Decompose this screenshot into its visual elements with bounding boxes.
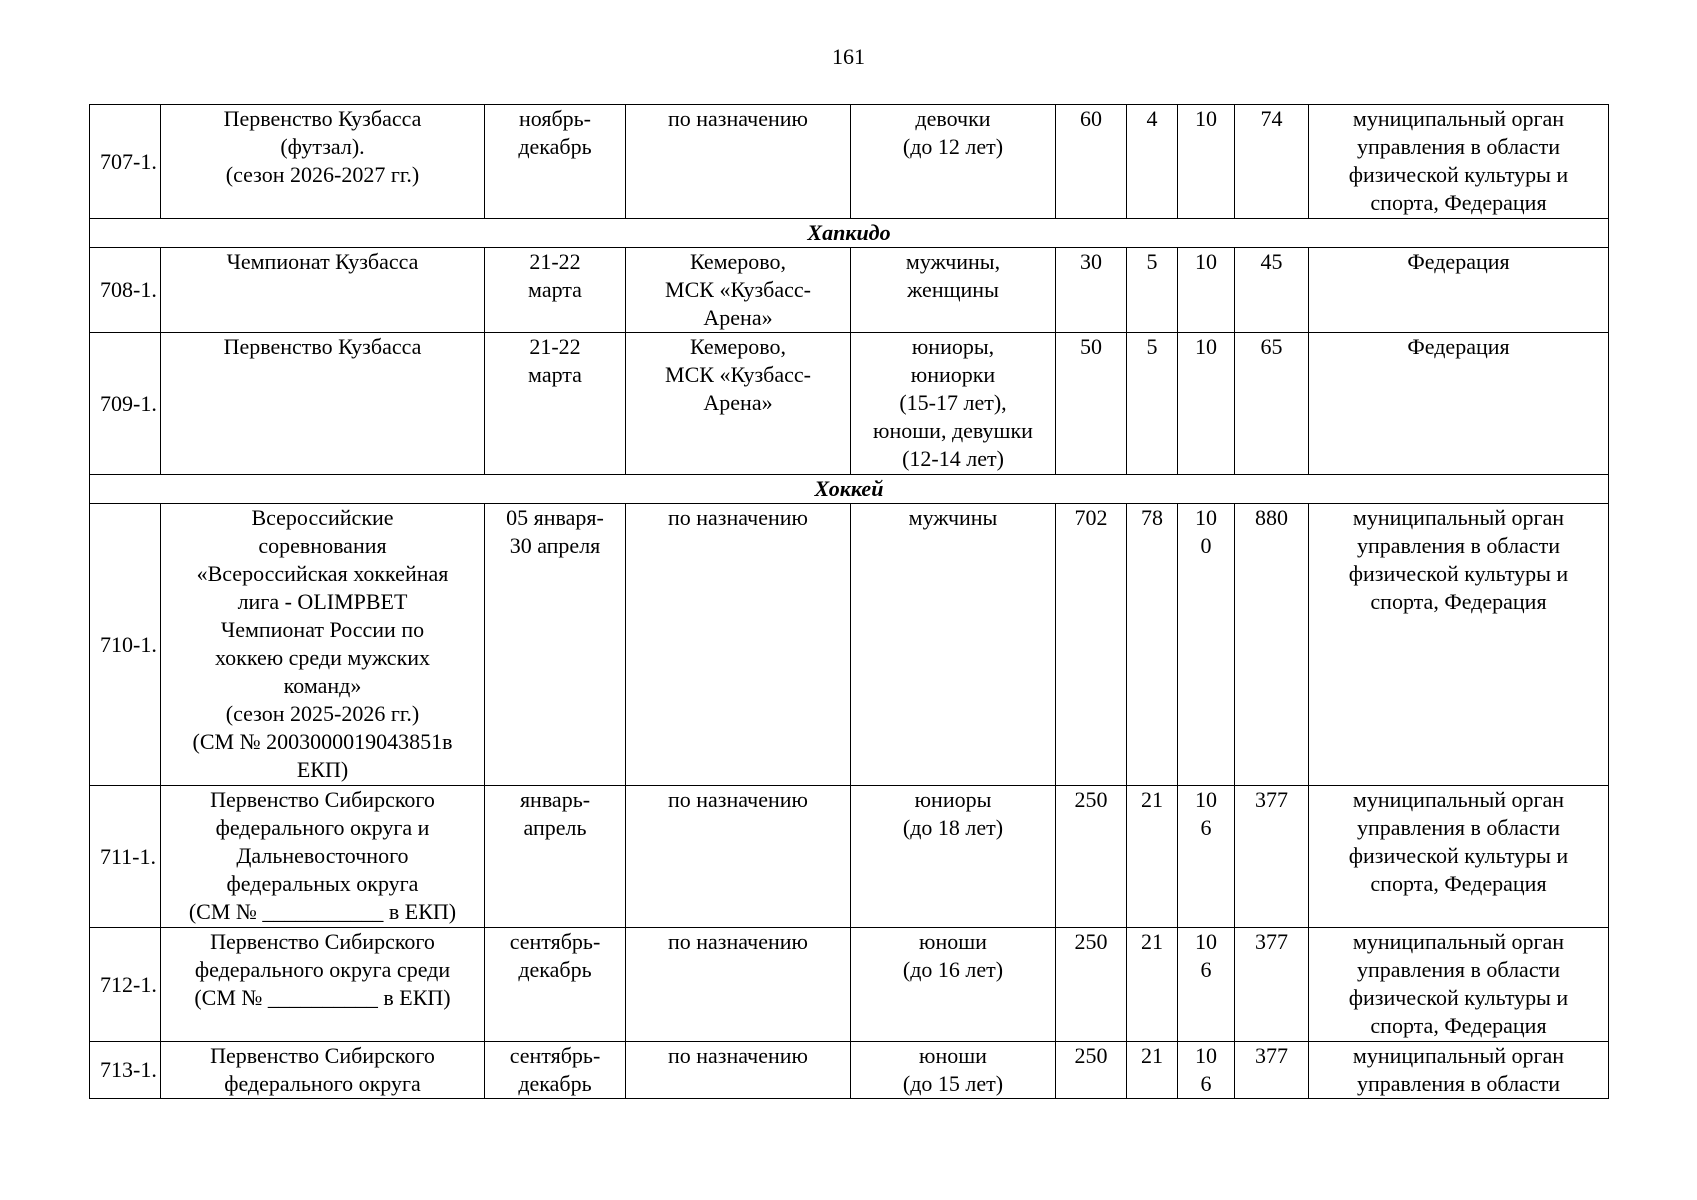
event-name: Всероссийские соревнования «Всероссийская хоккейная лига - OLIMPBET Чемпионат России по хоккею среди мужских команд» (сезон 2025-2026 гг.) (СМ № 2003000019043851в ЕКП): [161, 504, 485, 786]
judges-count: 10 6: [1178, 786, 1235, 928]
section-heading: Хоккей: [90, 475, 1609, 504]
coaches-count: 4: [1127, 105, 1178, 219]
row-number: 713-1.: [90, 1042, 161, 1099]
judges-count: 10: [1178, 333, 1235, 475]
judges-count: 10 6: [1178, 928, 1235, 1042]
event-participants: юноши (до 15 лет): [851, 1042, 1056, 1099]
event-dates: 05 января- 30 апреля: [485, 504, 626, 786]
table-row: [90, 504, 1609, 786]
event-name: Первенство Сибирского федерального округа и Дальневосточного федеральных округа (СМ № ___________ в ЕКП): [161, 786, 485, 928]
event-participants: юноши (до 16 лет): [851, 928, 1056, 1042]
event-organizer: муниципальный орган управления в области: [1309, 1042, 1609, 1099]
total-count: 74: [1235, 105, 1309, 219]
athletes-count: 250: [1056, 786, 1127, 928]
coaches-count: 78: [1127, 504, 1178, 786]
event-name: Первенство Сибирского федерального округа среди (СМ № __________ в ЕКП): [161, 928, 485, 1042]
event-place: Кемерово, МСК «Кузбасс- Арена»: [626, 333, 851, 475]
event-name: Первенство Кузбасса (футзал). (сезон 2026-2027 гг.): [161, 105, 485, 219]
row-number: 712-1.: [90, 928, 161, 1042]
athletes-count: 250: [1056, 928, 1127, 1042]
table-row: [90, 248, 1609, 333]
table-row: [90, 333, 1609, 475]
events-table: [89, 104, 1609, 1099]
judges-count: 10: [1178, 248, 1235, 333]
event-dates: 21-22 марта: [485, 333, 626, 475]
event-place: Кемерово, МСК «Кузбасс- Арена»: [626, 248, 851, 333]
athletes-count: 50: [1056, 333, 1127, 475]
total-count: 65: [1235, 333, 1309, 475]
total-count: 880: [1235, 504, 1309, 786]
row-number: 707-1.: [90, 105, 161, 219]
event-participants: юниоры, юниорки (15-17 лет), юноши, девушки (12-14 лет): [851, 333, 1056, 475]
event-organizer: Федерация: [1309, 248, 1609, 333]
event-place: по назначению: [626, 105, 851, 219]
section-heading: Хапкидо: [90, 219, 1609, 248]
judges-count: 10 0: [1178, 504, 1235, 786]
event-participants: девочки (до 12 лет): [851, 105, 1056, 219]
coaches-count: 21: [1127, 928, 1178, 1042]
judges-count: 10: [1178, 105, 1235, 219]
event-dates: ноябрь- декабрь: [485, 105, 626, 219]
page-number: 161: [832, 44, 865, 69]
table-row: [90, 928, 1609, 1042]
event-dates: 21-22 марта: [485, 248, 626, 333]
athletes-count: 30: [1056, 248, 1127, 333]
event-place: по назначению: [626, 786, 851, 928]
athletes-count: 60: [1056, 105, 1127, 219]
athletes-count: 250: [1056, 1042, 1127, 1099]
event-organizer: муниципальный орган управления в области физической культуры и спорта, Федерация: [1309, 105, 1609, 219]
total-count: 45: [1235, 248, 1309, 333]
athletes-count: 702: [1056, 504, 1127, 786]
event-place: по назначению: [626, 928, 851, 1042]
event-name: Первенство Кузбасса: [161, 333, 485, 475]
event-dates: январь- апрель: [485, 786, 626, 928]
event-participants: мужчины, женщины: [851, 248, 1056, 333]
row-number: 711-1.: [90, 786, 161, 928]
event-dates: сентябрь- декабрь: [485, 1042, 626, 1099]
section-header-row: [90, 475, 1609, 504]
event-participants: мужчины: [851, 504, 1056, 786]
event-place: по назначению: [626, 504, 851, 786]
judges-count: 10 6: [1178, 1042, 1235, 1099]
row-number: 709-1.: [90, 333, 161, 475]
event-organizer: муниципальный орган управления в области физической культуры и спорта, Федерация: [1309, 504, 1609, 786]
event-organizer: муниципальный орган управления в области физической культуры и спорта, Федерация: [1309, 786, 1609, 928]
event-name: Чемпионат Кузбасса: [161, 248, 485, 333]
table-row: [90, 1042, 1609, 1099]
event-place: по назначению: [626, 1042, 851, 1099]
event-name: Первенство Сибирского федерального округа: [161, 1042, 485, 1099]
row-number: 708-1.: [90, 248, 161, 333]
row-number: 710-1.: [90, 504, 161, 786]
total-count: 377: [1235, 928, 1309, 1042]
event-dates: сентябрь- декабрь: [485, 928, 626, 1042]
event-organizer: Федерация: [1309, 333, 1609, 475]
event-organizer: муниципальный орган управления в области физической культуры и спорта, Федерация: [1309, 928, 1609, 1042]
event-participants: юниоры (до 18 лет): [851, 786, 1056, 928]
section-header-row: [90, 219, 1609, 248]
table-row: [90, 105, 1609, 219]
total-count: 377: [1235, 786, 1309, 928]
table-row: [90, 786, 1609, 928]
total-count: 377: [1235, 1042, 1309, 1099]
coaches-count: 5: [1127, 333, 1178, 475]
coaches-count: 21: [1127, 786, 1178, 928]
coaches-count: 5: [1127, 248, 1178, 333]
coaches-count: 21: [1127, 1042, 1178, 1099]
